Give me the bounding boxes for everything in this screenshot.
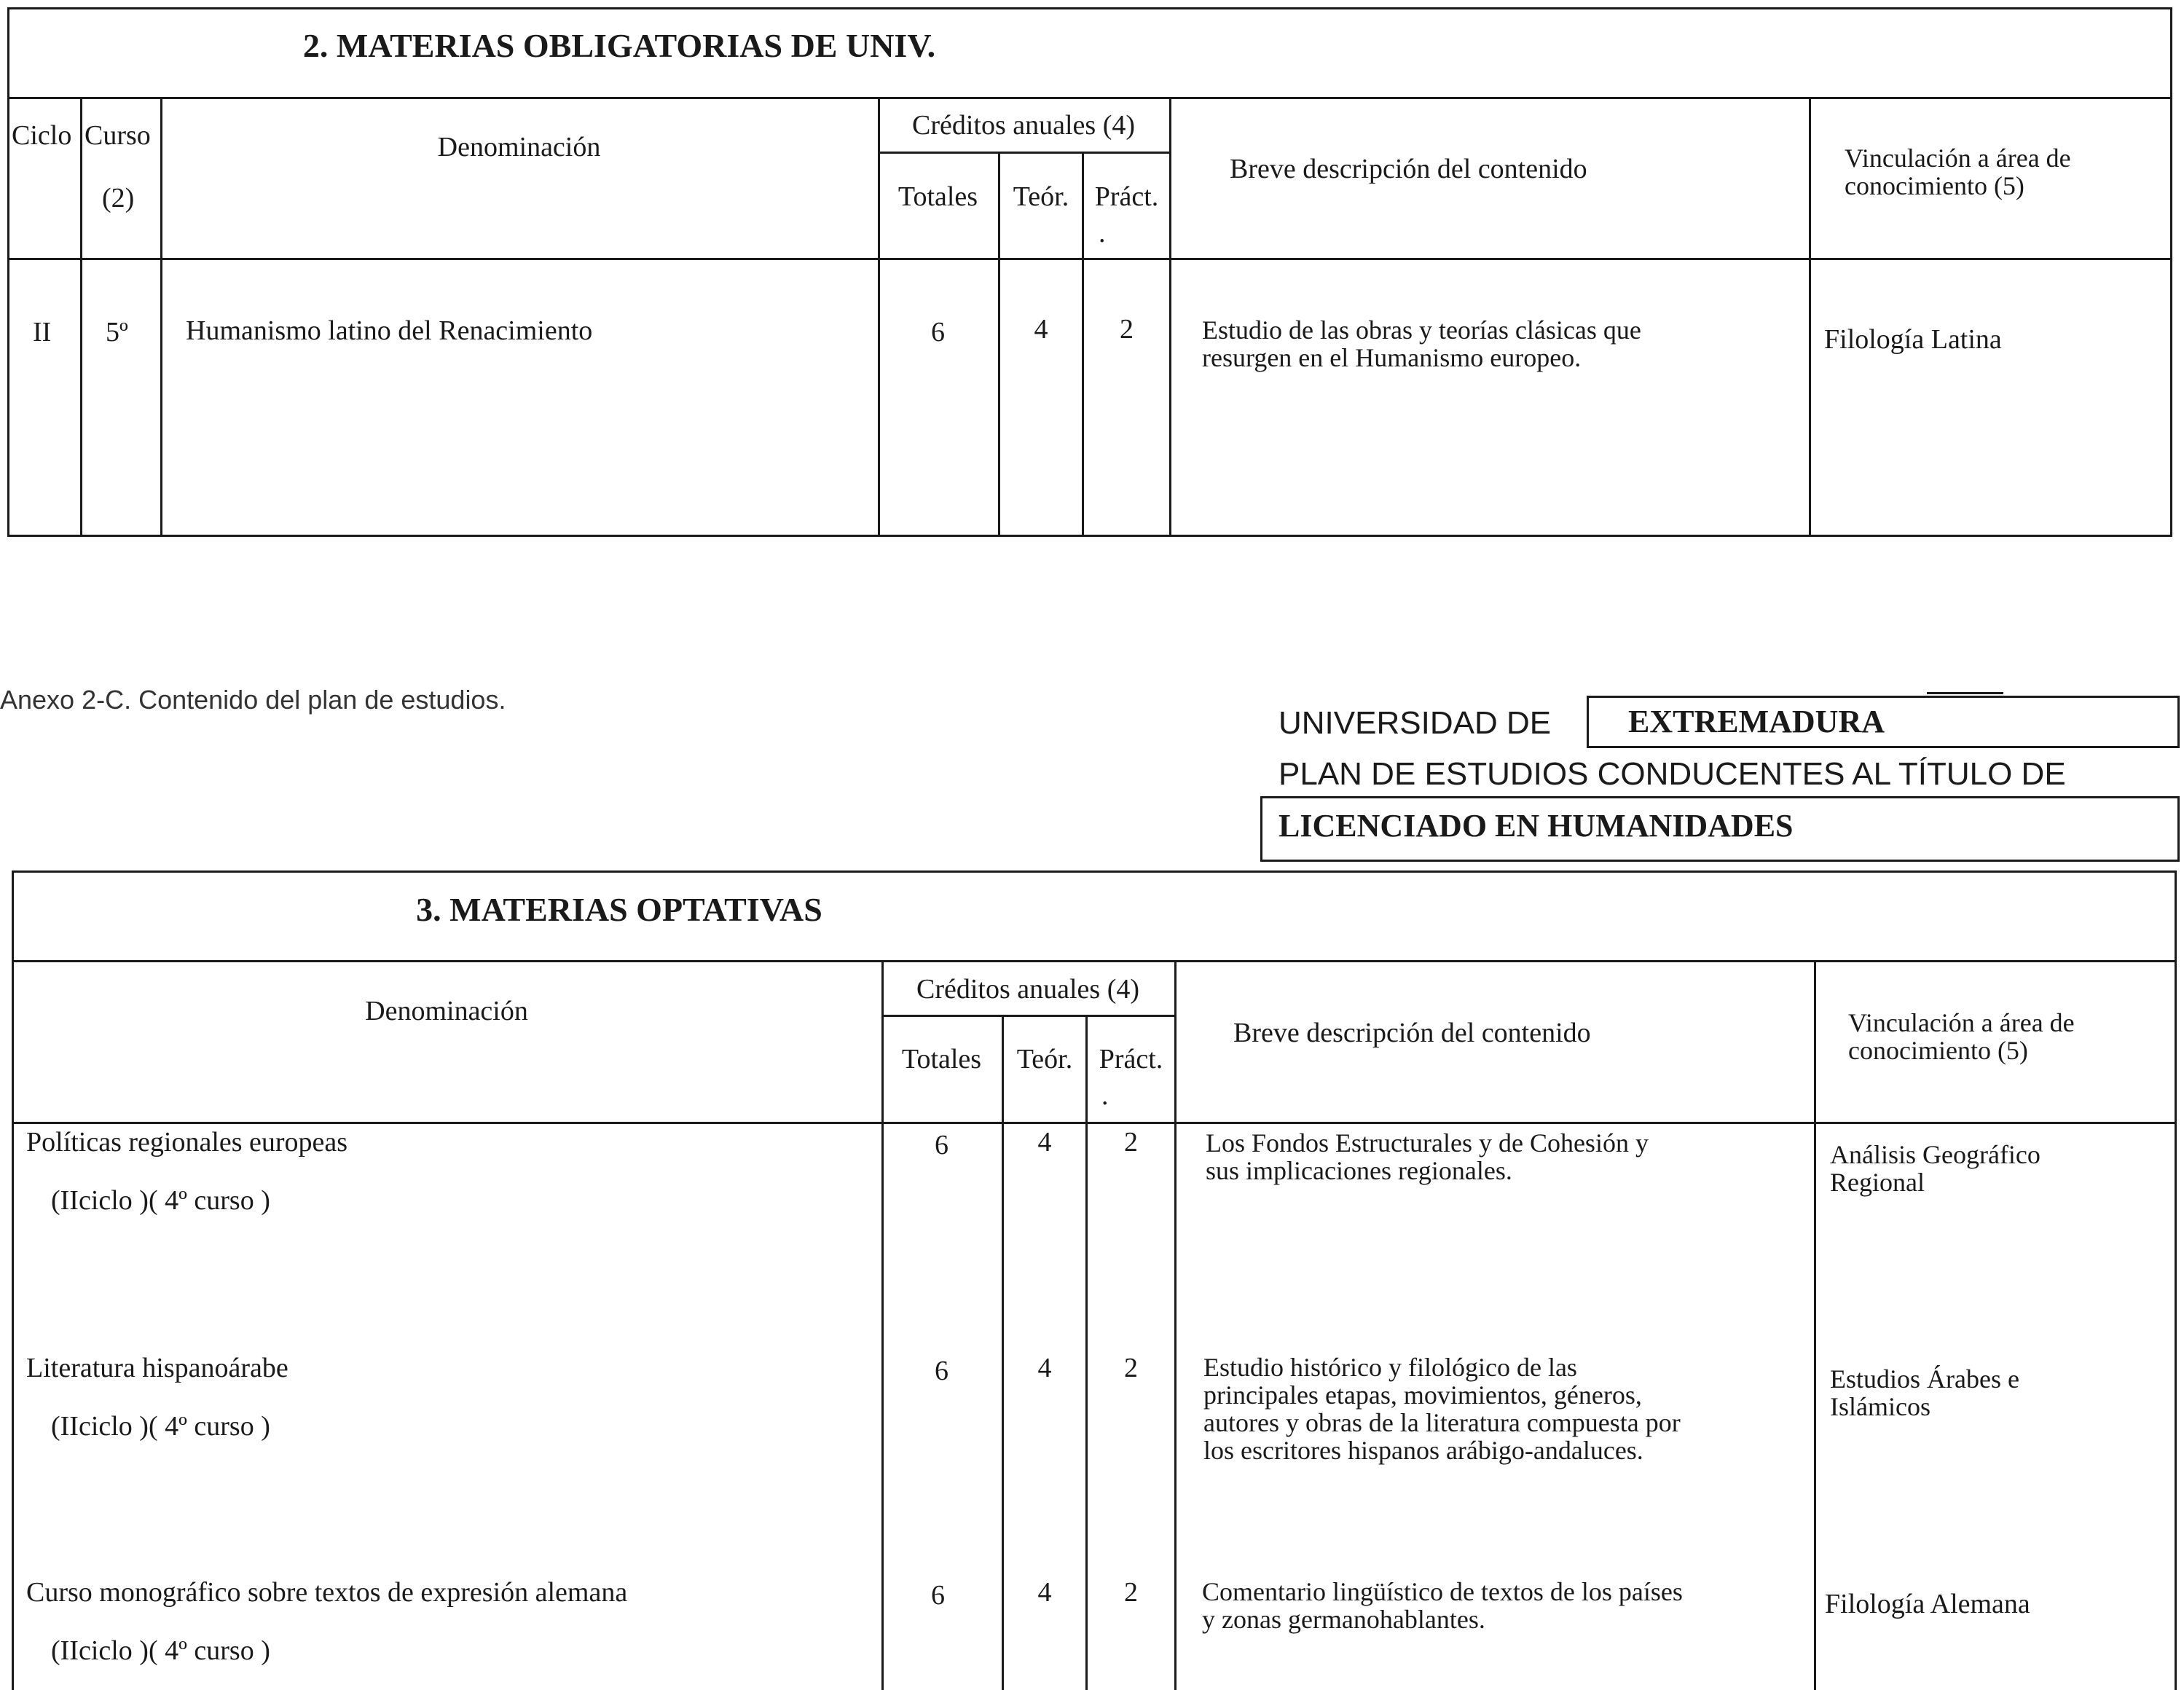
cell-denominacion: Políticas regionales europeas [26,1127,348,1158]
cell-ciclo: II [33,317,52,347]
header-vinculacion: Vinculación a área de conocimiento (5) [1845,144,2071,200]
universidad-label: UNIVERSIDAD DE [1278,705,1552,741]
header-denominacion: Denominación [437,132,601,162]
header-teor: Teór. [1016,1044,1073,1074]
section-title: 3. MATERIAS OPTATIVAS [416,891,822,928]
cell-detalle: (IIciclo )( 4º curso ) [51,1185,270,1216]
cell-pract: 2 [1124,1127,1138,1158]
column-divider [80,97,82,537]
table-border [2170,7,2172,537]
header-ciclo: Ciclo [12,120,72,151]
cell-teor: 4 [1037,1577,1052,1608]
table-border [7,258,2172,260]
credits-divider [878,152,1169,154]
section-title: 2. MATERIAS OBLIGATORIAS DE UNIV. [302,27,936,64]
header-pract-dot: . [1101,1080,1109,1111]
cell-descripcion: Estudio histórico y filológico de las principales etapas, movimientos, géneros, autores y obras de la literatura compuesta por los escritores hispanos arábigo-andaluces. [1203,1353,1681,1465]
cell-area: Filología Latina [1824,324,2002,355]
table-border [7,535,2172,537]
cell-teor: 4 [1037,1127,1052,1158]
cell-area: Filología Alemana [1825,1589,2030,1619]
header-teor: Teór. [1013,181,1069,212]
credits-divider [881,1015,1174,1017]
table-border [12,1122,2177,1124]
table-border [12,870,2177,873]
column-divider [1174,960,1177,1690]
cell-totales: 6 [935,1130,948,1160]
cell-pract: 2 [1124,1577,1138,1608]
cell-area: Análisis Geográfico Regional [1830,1140,2040,1197]
table-border [2175,870,2177,1690]
cell-totales: 6 [935,1356,948,1386]
header-totales: Totales [901,1044,982,1074]
cell-detalle: (IIciclo )( 4º curso ) [51,1635,270,1666]
cell-denominacion: Literatura hispanoárabe [26,1353,288,1383]
header-descripcion: Breve descripción del contenido [1230,154,1587,184]
annex-label: Anexo 2-C. Contenido del plan de estudios. [0,685,506,715]
table-border [7,7,9,537]
column-divider [1814,960,1816,1690]
header-pract: Práct. [1099,1044,1163,1074]
table-border [7,97,2172,99]
cell-curso: 5º [106,317,128,347]
cell-teor: 4 [1037,1353,1052,1383]
plan-label: PLAN DE ESTUDIOS CONDUCENTES AL TÍTULO DE [1278,756,2066,792]
table-border [12,870,14,1690]
header-pract: Práct. [1094,181,1159,212]
cell-area: Estudios Árabes e Islámicos [1830,1364,2019,1421]
cell-pract: 2 [1124,1353,1138,1383]
cell-detalle: (IIciclo )( 4º curso ) [51,1411,270,1442]
table-border [12,960,2177,962]
header-creditos: Créditos anuales (4) [916,974,1140,1005]
column-divider [1169,97,1171,537]
universidad-name: EXTREMADURA [1628,704,1885,739]
header-denominacion: Denominación [365,996,528,1026]
cell-descripcion: Estudio de las obras y teorías clásicas que resurgen en el Humanismo europeo. [1202,315,1641,372]
header-curso-note: (2) [102,183,135,213]
cell-descripcion: Los Fondos Estructurales y de Cohesión y sus implicaciones regionales. [1206,1128,1649,1185]
header-vinculacion: Vinculación a área de conocimiento (5) [1848,1008,2075,1065]
cell-denominacion: Humanismo latino del Renacimiento [186,315,593,346]
header-totales: Totales [897,181,978,212]
cell-totales: 6 [931,317,945,347]
cell-descripcion: Comentario lingüístico de textos de los países y zonas germanohablantes. [1202,1577,1683,1634]
column-divider [1809,97,1811,537]
cell-totales: 6 [931,1580,945,1611]
cell-pract: 2 [1120,314,1134,345]
mark-line [1927,692,2003,694]
header-pract-dot: . [1099,218,1106,248]
cell-teor: 4 [1034,314,1048,345]
titulo: LICENCIADO EN HUMANIDADES [1278,808,1794,844]
table-border [7,7,2172,9]
header-creditos: Créditos anuales (4) [911,110,1136,141]
cell-denominacion: Curso monográfico sobre textos de expresión alemana [26,1577,628,1608]
header-descripcion: Breve descripción del contenido [1233,1018,1591,1048]
header-curso: Curso [85,120,151,151]
